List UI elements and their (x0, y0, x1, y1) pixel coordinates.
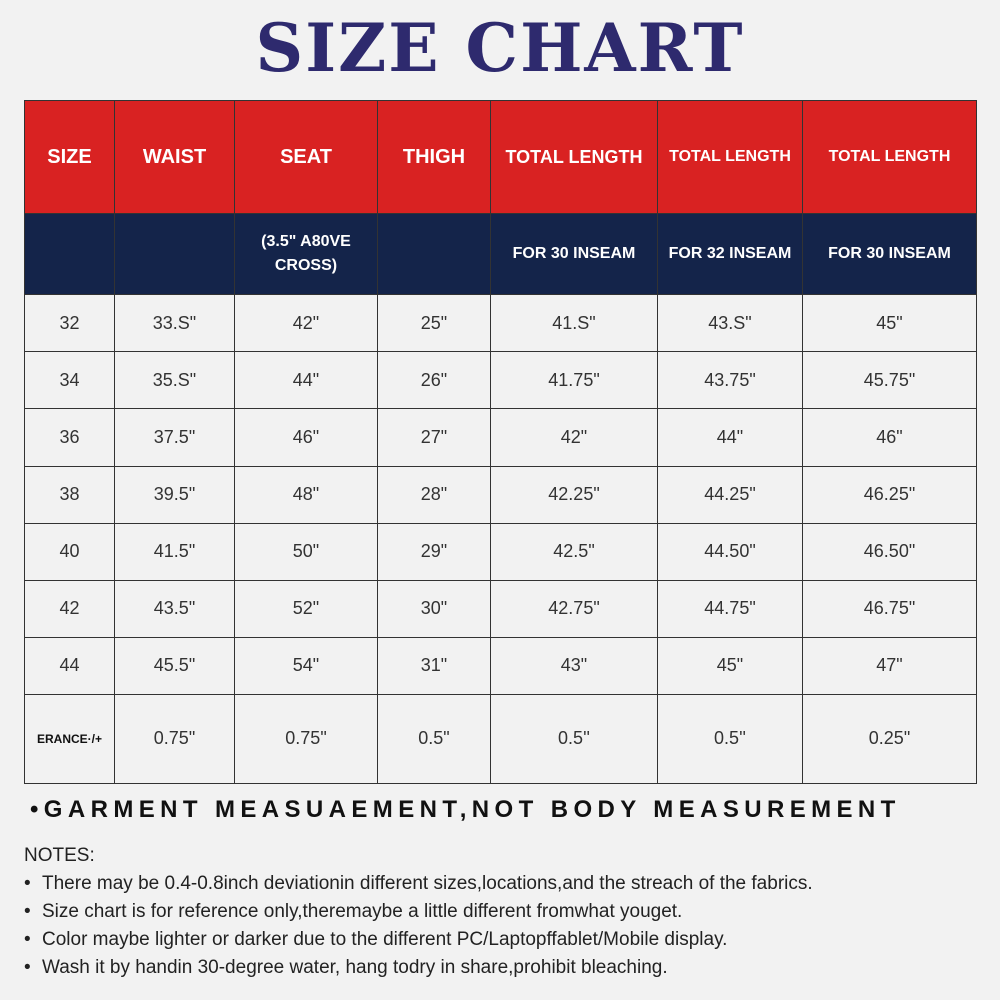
table-cell: 0.5'' (658, 694, 803, 783)
note-item: • Size chart is for reference only,theremaybe a little different fromwhat youget. (24, 898, 984, 926)
header-thigh: THIGH (378, 101, 491, 214)
garment-measurement-note: •GARMENT MEASUAEMENT,NOT BODY MEASUREMENT (30, 796, 901, 823)
note-item: • There may be 0.4-0.8inch deviationin different sizes,locations,and the streach of the fabrics. (24, 870, 984, 898)
table-cell: 33.S" (115, 295, 235, 352)
table-cell: 42" (235, 295, 378, 352)
table-cell: 34 (25, 352, 115, 409)
table-row (25, 580, 977, 637)
subheader-size (25, 214, 115, 295)
table-cell: 39.5" (115, 466, 235, 523)
table-cell: 45" (658, 637, 803, 694)
notes-heading: NOTES: (24, 845, 95, 866)
table-row (25, 637, 977, 694)
table-cell: 41.75" (491, 352, 658, 409)
table-cell: 46.25" (803, 466, 977, 523)
table-cell: 40 (25, 523, 115, 580)
table-cell: 43.5" (115, 580, 235, 637)
header-total-length-30b: TOTAL LENGTH (803, 101, 977, 214)
header-waist: WAIST (115, 101, 235, 214)
table-row (25, 694, 977, 783)
table-cell: 42.75" (491, 580, 658, 637)
table-cell: 44 (25, 637, 115, 694)
subheader-waist (115, 214, 235, 295)
table-cell: 35.S" (115, 352, 235, 409)
subheader-inseam-30: FOR 30 INSEAM (491, 214, 658, 295)
note-item: • Color maybe lighter or darker due to the different PC/Laptopffablet/Mobile display. (24, 926, 984, 954)
table-cell: 43.75" (658, 352, 803, 409)
table-cell: 27" (378, 409, 491, 466)
table-cell: 0.25" (803, 694, 977, 783)
header-seat: SEAT (235, 101, 378, 214)
table-cell: 37.5" (115, 409, 235, 466)
table-cell: 45" (803, 295, 977, 352)
table-cell: 38 (25, 466, 115, 523)
table-cell: 43.S" (658, 295, 803, 352)
table-subheader-row (25, 214, 977, 295)
table-cell: 47" (803, 637, 977, 694)
notes-section (24, 842, 984, 982)
table-cell: 46.75" (803, 580, 977, 637)
table-cell: 42 (25, 580, 115, 637)
table-row (25, 352, 977, 409)
table-cell: 44.50" (658, 523, 803, 580)
table-cell: 41.5" (115, 523, 235, 580)
header-total-length-32: TOTAL LENGTH (658, 101, 803, 214)
table-cell: 54" (235, 637, 378, 694)
table-cell: 29" (378, 523, 491, 580)
table-body (25, 295, 977, 784)
table-cell: 26" (378, 352, 491, 409)
header-size: SIZE (25, 101, 115, 214)
page-title: SIZE CHART (255, 9, 745, 87)
notes-list (24, 870, 984, 982)
table-cell: 46" (803, 409, 977, 466)
subheader-thigh (378, 214, 491, 295)
table-cell: 42" (491, 409, 658, 466)
table-cell: 45.75" (803, 352, 977, 409)
table-cell: 44.25" (658, 466, 803, 523)
header-total-length-30: TOTAL LENGTH (491, 101, 658, 214)
table-cell: 52" (235, 580, 378, 637)
table-cell: 32 (25, 295, 115, 352)
table-row (25, 523, 977, 580)
table-row (25, 466, 977, 523)
table-cell: 28" (378, 466, 491, 523)
table-cell: 0.75" (115, 694, 235, 783)
table-header-row (25, 101, 977, 214)
table-cell: 30" (378, 580, 491, 637)
table-cell: 42.5" (491, 523, 658, 580)
table-cell: ERANCE·/+ (25, 694, 115, 783)
table-cell: 44" (658, 409, 803, 466)
table-cell: 46" (235, 409, 378, 466)
table-cell: 31" (378, 637, 491, 694)
table-cell: 44" (235, 352, 378, 409)
table-row (25, 409, 977, 466)
table-cell: 36 (25, 409, 115, 466)
table-cell: 0.75" (235, 694, 378, 783)
table-cell: 0.5" (378, 694, 491, 783)
table-cell: 0.5'' (491, 694, 658, 783)
note-item: • Wash it by handin 30-degree water, hang todry in share,prohibit bleaching. (24, 954, 984, 982)
table-cell: 41.S" (491, 295, 658, 352)
table-cell: 43" (491, 637, 658, 694)
subheader-inseam-30b: FOR 30 INSEAM (803, 214, 977, 295)
subheader-inseam-32: FOR 32 INSEAM (658, 214, 803, 295)
table-cell: 50" (235, 523, 378, 580)
table-cell: 25" (378, 295, 491, 352)
table-cell: 46.50" (803, 523, 977, 580)
table-cell: 44.75" (658, 580, 803, 637)
table-cell: 45.5" (115, 637, 235, 694)
table-cell: 48" (235, 466, 378, 523)
table-row (25, 295, 977, 352)
size-chart-table (24, 100, 977, 784)
table-cell: 42.25" (491, 466, 658, 523)
subheader-seat: (3.5" A80VE CROSS) (235, 214, 378, 295)
